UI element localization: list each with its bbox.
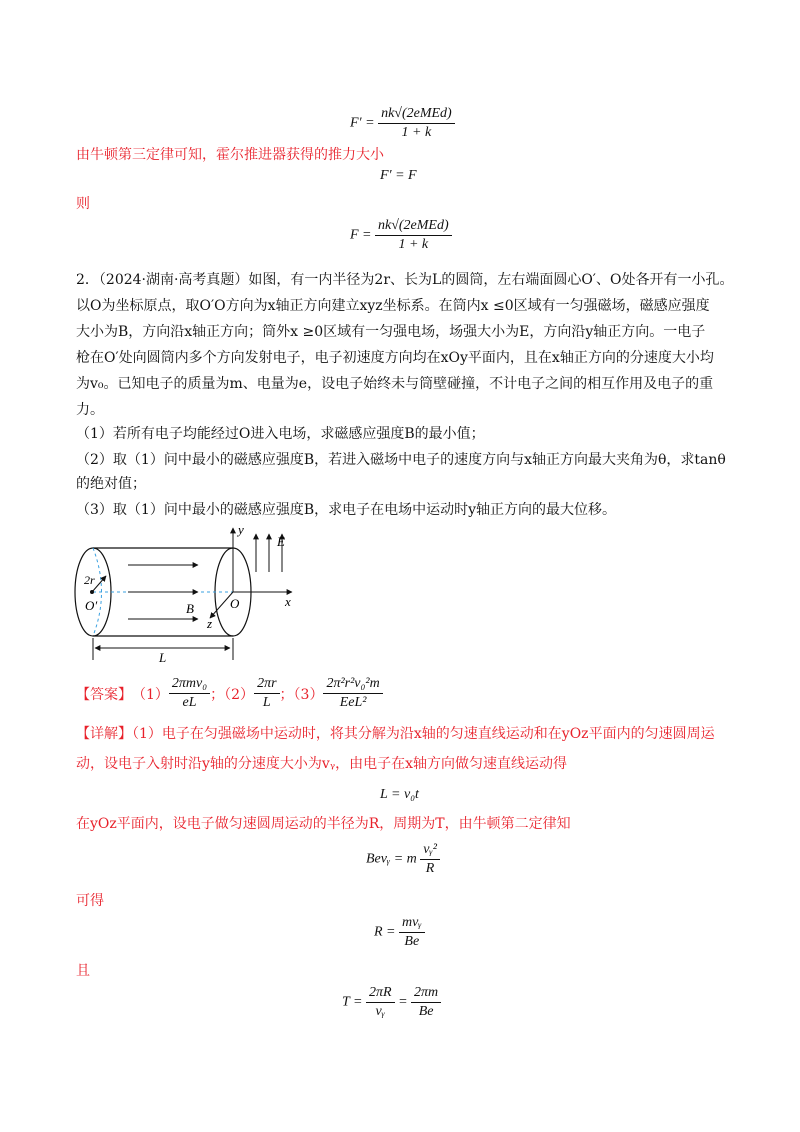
detail-line-2: 动，设电子入射时沿y轴的分速度大小为vᵧ，由电子在x轴方向做匀速直线运动得 (76, 756, 567, 772)
question-line-2: 以O为坐标原点，取O′O方向为x轴正方向建立xyz坐标系。在筒内x ≤0区域有一匀强磁场，磁感应强度 (76, 298, 710, 314)
label-e: E (277, 534, 285, 549)
question-line-6: 力。 (76, 402, 104, 418)
formula-t: T = $\frac{2\pi R}{\text{vᵧ}}$ = $\frac{2\pi m}{Be}$ (342, 985, 441, 1020)
text-then: 则 (76, 196, 90, 212)
question-line-5: 为v₀。已知电子的质量为m、电量为e，设电子始终未与筒壁碰撞，不计电子之间的相互作用及电子的重 (76, 376, 714, 392)
subquestion-3: （3）取（1）问中最小的磁感应强度B，求电子在电场中运动时y轴正方向的最大位移。 (76, 502, 617, 518)
subquestion-1: （1）若所有电子均能经过O进入电场，求磁感应强度B的最小值； (76, 426, 485, 442)
subquestion-2a: （2）取（1）问中最小的磁感应强度B，若进入磁场中电子的速度方向与x轴正方向最大夹角为θ，求tanθ (76, 452, 726, 468)
cylinder-figure (70, 520, 310, 670)
detail-line-5: 且 (76, 963, 90, 979)
label-z: z (207, 616, 213, 631)
question-line-3: 大小为B，方向沿x轴正方向；筒外x ≥0区域有一匀强电场，场强大小为E，方向沿y轴正方向。一电子 (76, 324, 706, 340)
label-o: O (230, 596, 240, 611)
label-l: L (159, 650, 167, 665)
question-line-4: 枪在O′处向圆筒内多个方向发射电子，电子初速度方向均在xOy平面内，且在x轴正方向的分速度大小均 (76, 350, 714, 366)
subquestion-2b: 的绝对值； (76, 476, 146, 492)
label-2r: 2r (84, 573, 95, 587)
answer-tag: 【答案】 (76, 686, 132, 703)
label-y: y (238, 522, 244, 537)
text-newton-third-law: 由牛顿第三定律可知，霍尔推进器获得的推力大小 (76, 147, 384, 163)
question-line-1: 2．（2024·湖南·高考真题）如图，有一内半径为2r、长为L的圆筒，左右端面圆心O′、O处各开有一小孔。 (76, 272, 734, 288)
detail-line-3: 在yOz平面内，设电子做匀速圆周运动的半径为R，周期为T，由牛顿第二定律知 (76, 816, 571, 832)
formula-f-prime: F′ = $\frac{\text{nk√(2eMEd)}}{1 + k}$ (350, 106, 455, 141)
label-b: B (186, 601, 194, 616)
formula-l: L = v₀t (380, 787, 419, 802)
label-x: x (285, 594, 291, 609)
detail-line-1: 【详解】（1）电子在匀强磁场中运动时，将其分解为沿x轴的匀速直线运动和在yOz平面内的匀速圆周运 (76, 726, 715, 742)
formula-bevy: Bevᵧ = m $\frac{\text{vᵧ²}}{R}$ (366, 842, 440, 877)
label-o-prime: O′ (85, 598, 98, 613)
formula-f-prime-equals-f: F′ = F (380, 168, 417, 183)
formula-f: F = $\frac{\text{nk√(2eMEd)}}{1 + k}$ (350, 218, 452, 253)
detail-line-4: 可得 (76, 893, 104, 909)
formula-r: R = $\frac{\text{mvᵧ}}{Be}$ (374, 915, 425, 950)
answer-line: 【答案】 （1） $\frac{\text{2πmv₀}}{eL}$ ；（2） $\frac{2\pi r}{L}$ ；（3） $\frac{\text{2π²r²v₀²m}}{\text{EeL²}}$ (76, 676, 383, 711)
